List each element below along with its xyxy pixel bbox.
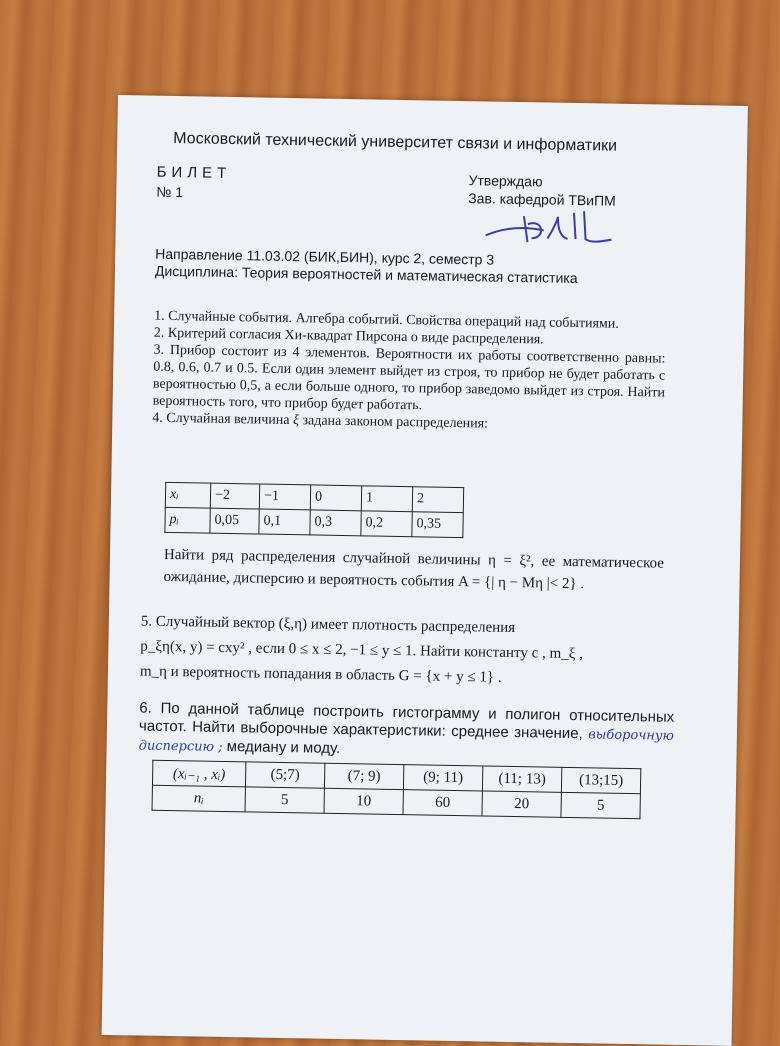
question-6 xyxy=(138,699,674,764)
table-cell: −1 xyxy=(259,484,310,510)
table-cell: 1 xyxy=(361,486,412,512)
table-cell: 2 xyxy=(412,487,463,513)
table-cell: nᵢ xyxy=(152,785,245,812)
table-cell: 20 xyxy=(482,791,561,817)
direction-line: Направление 11.03.02 (БИК,БИН), курс 2, семестр 3 xyxy=(155,245,495,268)
table-cell: (9; 11) xyxy=(403,765,482,791)
approve-word: Утверждаю xyxy=(468,172,543,190)
course-info xyxy=(155,246,578,287)
question-5-line: p_ξη(x, y) = cxy² , если 0 ≤ x ≤ 2, −1 ≤ y ≤ 1. Найти константу c , m_ξ , xyxy=(140,638,584,663)
discipline-line: Дисциплина: Теория вероятностей и математическая статистика xyxy=(154,262,578,287)
ticket-label: БИЛЕТ xyxy=(156,163,232,182)
question-4-end: задана законом распределения: xyxy=(302,413,489,432)
table-cell: −2 xyxy=(210,483,259,509)
question-1: 1. Случайные события. Алгебра событий. Свойства операций над событиями. xyxy=(154,308,619,332)
approval-block xyxy=(468,171,616,210)
question-3: 3. Прибор состоит из 4 элементов. Вероятности их работы соответственно равны: 0.8, 0.6, 0.7 и 0.5. Если один элемент выйдет из строя, то прибор не будет работать с вероятностью 0,5, а если больше одного, то прибор заведомо выйдет из строя. Найти вероятность того, что прибор будет работать. xyxy=(152,342,666,414)
distribution-table xyxy=(164,482,464,538)
university-name: Московский технический университет связи и информатики xyxy=(173,129,618,155)
question-5 xyxy=(140,609,671,693)
table-cell: 0,2 xyxy=(361,511,412,537)
table-cell: 60 xyxy=(403,790,482,816)
table-cell: 0,3 xyxy=(310,510,361,536)
table-cell: (13;15) xyxy=(561,767,640,793)
question-4-start: 4. Случайная величина xyxy=(152,410,290,429)
table-cell: 10 xyxy=(324,788,403,814)
question-6-end: медиану и моду. xyxy=(226,737,341,757)
table-cell: 5 xyxy=(245,787,324,813)
table-cell: (7; 9) xyxy=(324,763,403,789)
xi-symbol: ξ xyxy=(292,413,300,429)
table-cell: 0,1 xyxy=(259,509,310,535)
question-2: 2. Критерий согласия Хи-квадрат Пирсона о виде распределения. xyxy=(153,325,544,348)
handwritten-note: выборочную дисперсию ; xyxy=(138,727,675,755)
frequency-table xyxy=(152,760,642,820)
question-4-task: Найти ряд распределения случайной величины η = ξ², ее математическое ожидание, дисперсию и вероятность события A = {| η − Mη |< 2} . xyxy=(163,546,665,593)
questions-block xyxy=(152,308,666,436)
table-cell: xᵢ xyxy=(165,482,210,508)
question-5-line: m_η и вероятность попадания в область G = {x + y ≤ 1} . xyxy=(139,663,502,686)
table-cell: 0,35 xyxy=(412,512,463,538)
table-cell: 0 xyxy=(310,485,361,511)
table-cell: (5;7) xyxy=(245,762,324,788)
table-cell: pᵢ xyxy=(165,507,210,533)
table-cell: (11; 13) xyxy=(482,766,561,792)
head-of-department: Зав. кафедрой ТВиПМ xyxy=(468,190,616,209)
table-row xyxy=(165,507,463,537)
table-cell: (xᵢ₋₁ , xᵢ) xyxy=(152,760,245,787)
table-cell: 5 xyxy=(561,792,640,818)
ticket-number: № 1 xyxy=(156,183,184,201)
table-cell: 0,05 xyxy=(210,508,259,534)
ticket-sheet xyxy=(102,95,748,1046)
signature-image xyxy=(483,207,614,249)
question-5-line: 5. Случайный вектор (ξ,η) имеет плотность распределения xyxy=(140,613,516,637)
question-6-text: 6. По данной таблице построить гистограмму и полигон относительных частот. Найти выборочные характеристики: среднее значение, xyxy=(138,699,675,743)
